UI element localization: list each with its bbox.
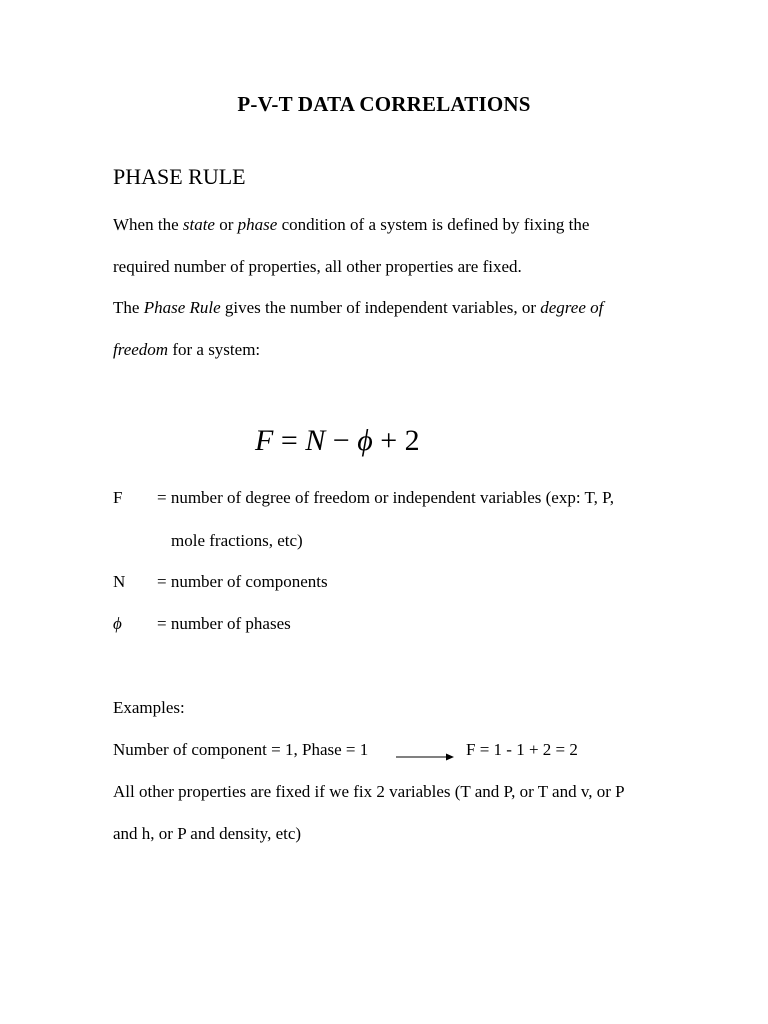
examples-heading: Examples: [113,698,185,717]
text-run: for a system: [168,340,261,359]
formula-plus-two: + 2 [372,424,420,457]
emphasis-degree-of: degree of [540,298,604,317]
definition-text-phi: = number of phases [157,614,291,633]
definition-symbol-n: N [113,572,126,591]
text-run: gives the number of independent variables, or [220,298,541,317]
text-run: or [214,215,238,234]
emphasis-state: state [182,215,215,234]
paragraph-1-line-2: required number of properties, all other properties are fixed. [113,257,522,276]
formula-f: F [255,424,274,457]
page-title: P-V-T DATA CORRELATIONS [237,92,531,116]
right-arrow-icon [396,752,454,762]
example-result: F = 1 - 1 + 2 = 2 [466,740,578,759]
emphasis-phase: phase [237,215,278,234]
example-case: Number of component = 1, Phase = 1 [113,740,369,759]
definition-symbol-f: F [113,488,123,507]
section-heading: PHASE RULE [113,164,246,189]
formula-phi: ϕ [357,424,373,457]
emphasis-freedom: freedom [113,340,169,359]
paragraph-1-line-1 [113,215,589,235]
definition-text-f-continued: mole fractions, etc) [171,531,303,550]
emphasis-phase-rule: Phase Rule [143,298,221,317]
text-run: The [113,298,144,317]
formula-n: N [305,424,326,457]
formula-minus: − [325,424,358,457]
example-note-line-2: and h, or P and density, etc) [113,824,302,843]
definition-text-n: = number of components [157,572,328,591]
phase-rule-formula [255,424,420,458]
definition-symbol-phi: ϕ [113,614,122,633]
definition-text-f: = number of degree of freedom or independent variables (exp: T, P, [157,488,614,507]
paragraph-2-line-1 [113,298,603,318]
formula-equals: = [273,424,306,457]
text-run: When the [113,215,183,234]
text-run: condition of a system is defined by fixing the [277,215,590,234]
example-note-line-1: All other properties are fixed if we fix 2 variables (T and P, or T and v, or P [113,782,625,801]
paragraph-2-line-2 [113,340,260,360]
